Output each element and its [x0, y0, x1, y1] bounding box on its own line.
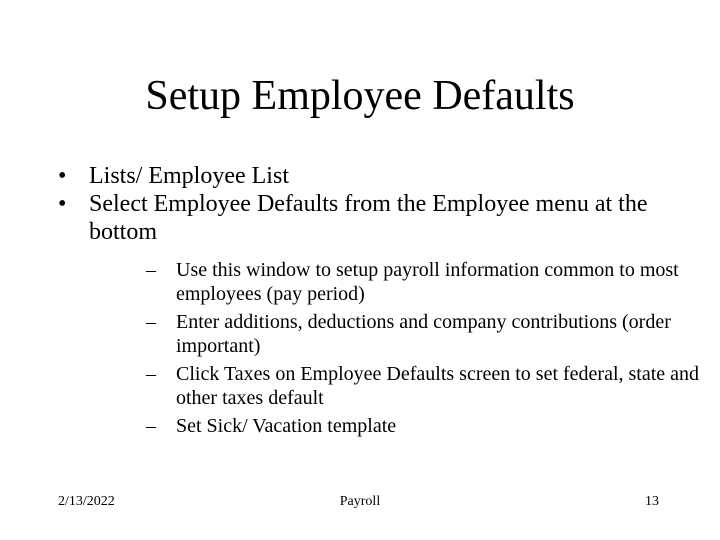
bullet-item	[58, 190, 700, 438]
bullet-marker: •	[58, 191, 67, 217]
bullet-item	[58, 162, 668, 190]
footer-page-number: 13	[645, 494, 659, 509]
sub-bullet-list	[89, 258, 700, 438]
slide-title: Setup Employee Defaults	[145, 73, 575, 119]
sub-bullet-marker: –	[146, 311, 156, 333]
sub-bullet-text: Set Sick/ Vacation template	[176, 415, 397, 437]
sub-bullet-item	[146, 362, 711, 410]
sub-bullet-marker: –	[146, 415, 156, 437]
sub-bullet-text: Enter additions, deductions and company contributions (order important)	[176, 311, 671, 357]
sub-bullet-text: Click Taxes on Employee Defaults screen to set federal, state and other taxes default	[176, 363, 700, 409]
sub-bullet-item	[146, 258, 711, 306]
sub-bullet-text: Use this window to setup payroll information common to most employees (pay period)	[176, 259, 679, 305]
footer-date: 2/13/2022	[58, 494, 115, 509]
bullet-marker: •	[58, 163, 67, 189]
bullet-text: Select Employee Defaults from the Employee menu at the bottom	[89, 191, 648, 245]
sub-bullet-item	[146, 310, 711, 358]
sub-bullet-item	[146, 414, 711, 438]
bullet-text: Lists/ Employee List	[89, 163, 289, 189]
sub-bullet-marker: –	[146, 363, 156, 385]
footer-title: Payroll	[339, 494, 381, 509]
bullet-list	[58, 162, 700, 442]
sub-bullet-marker: –	[146, 259, 156, 281]
